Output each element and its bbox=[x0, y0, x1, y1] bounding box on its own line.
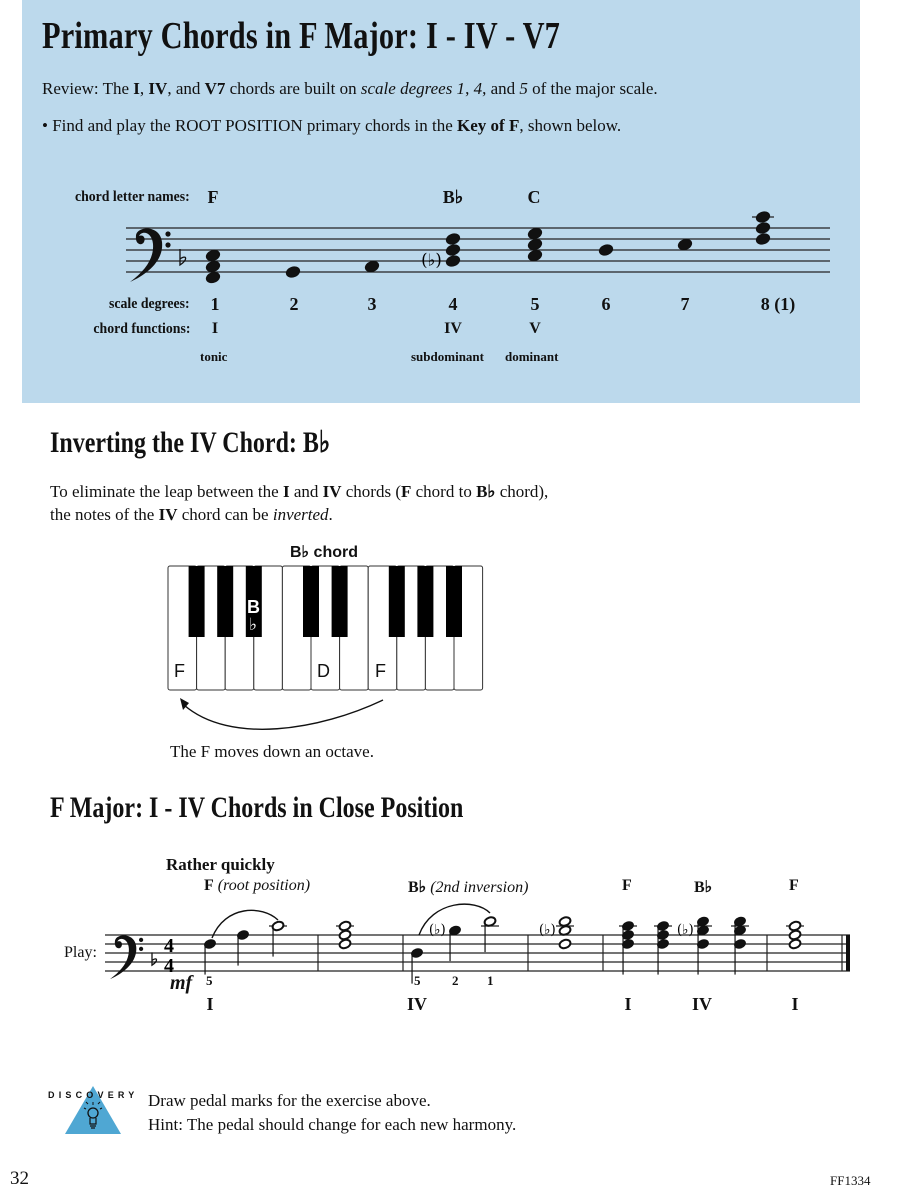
function-name-dominant: dominant bbox=[505, 349, 559, 364]
key-label-d: D bbox=[317, 661, 330, 681]
key-label-f-low: F bbox=[174, 661, 185, 681]
roman-numeral: I bbox=[624, 994, 632, 1014]
page-number: 32 bbox=[10, 1168, 29, 1189]
book-code: FF1334 bbox=[830, 1173, 871, 1188]
review-text: Review: The I, IV, and V7 chords are built on scale degrees 1, 4, and 5 of the major scale. bbox=[42, 79, 658, 98]
scale-degree: 3 bbox=[367, 294, 377, 314]
chord-name: C bbox=[527, 187, 541, 207]
key-label-flat-sign: ♭ bbox=[249, 615, 258, 634]
final-barline bbox=[846, 935, 850, 971]
inverting-paragraph-line2: the notes of the IV chord can be inverted. bbox=[50, 505, 333, 524]
chord-function: I bbox=[211, 320, 219, 337]
key-label-b-flat: B bbox=[247, 597, 260, 617]
chord-function: V bbox=[529, 320, 541, 337]
scale-degree: 7 bbox=[680, 294, 690, 314]
chord-function: IV bbox=[444, 320, 462, 337]
section-heading-close-position: F Major: I - IV Chords in Close Position bbox=[50, 791, 464, 824]
page-title: Primary Chords in F Major: I - IV - V7 bbox=[42, 15, 561, 57]
scale-degree: 8 (1) bbox=[760, 294, 796, 314]
roman-numeral: IV bbox=[406, 994, 427, 1014]
chord-label: B♭ bbox=[694, 879, 713, 896]
function-name-tonic: tonic bbox=[200, 349, 228, 364]
fingering: 1 bbox=[487, 973, 494, 988]
fingering: 5 bbox=[414, 973, 421, 988]
clef-dot bbox=[139, 947, 143, 951]
time-signature-bottom: 4 bbox=[164, 955, 174, 977]
cautionary-flat: (♭) bbox=[676, 922, 694, 939]
scale-degree: 2 bbox=[289, 294, 299, 314]
fingering: 5 bbox=[206, 973, 213, 988]
instruction-text: • Find and play the ROOT POSITION primary chords in the Key of F, shown below. bbox=[42, 116, 622, 135]
function-name-subdominant: subdominant bbox=[411, 349, 484, 364]
play-label: Play: bbox=[64, 944, 97, 961]
scale-degree: 5 bbox=[530, 294, 540, 314]
key-label-f-high: F bbox=[375, 661, 386, 681]
time-signature-top: 4 bbox=[164, 935, 174, 957]
chord-label: F (root position) bbox=[204, 877, 311, 894]
clef-body bbox=[110, 935, 136, 979]
scale-degree: 1 bbox=[210, 294, 220, 314]
tempo-marking: Rather quickly bbox=[166, 855, 275, 874]
cautionary-flat: (♭) bbox=[421, 250, 442, 270]
clef-dot bbox=[139, 938, 143, 942]
bass-clef-icon bbox=[110, 935, 143, 979]
chord-label: B♭ (2nd inversion) bbox=[408, 879, 529, 896]
chord-name: F bbox=[207, 187, 219, 207]
fingering: 2 bbox=[452, 973, 459, 988]
flat-icon bbox=[152, 952, 157, 965]
roman-numeral: I bbox=[791, 994, 799, 1014]
discovery-badge-label: DISCOVERY bbox=[48, 1090, 139, 1100]
dynamic-marking: mf bbox=[170, 972, 193, 994]
chord-label: F bbox=[622, 877, 632, 894]
discovery-line1: Draw pedal marks for the exercise above. bbox=[148, 1091, 431, 1110]
chord-name: B♭ bbox=[442, 187, 464, 207]
inverting-paragraph-line1: To eliminate the leap between the I and IV chords (F chord to B♭ chord), bbox=[50, 482, 549, 501]
label-chord-letter-names: chord letter names: bbox=[75, 189, 190, 205]
cautionary-flat: (♭) bbox=[428, 922, 446, 939]
keyboard-caption: The F moves down an octave. bbox=[170, 742, 374, 761]
roman-numeral: IV bbox=[691, 994, 712, 1014]
cautionary-flat: (♭) bbox=[538, 922, 556, 939]
note-C4 bbox=[788, 920, 801, 931]
roman-numeral: I bbox=[206, 994, 214, 1014]
discovery-line2: Hint: The pedal should change for each new harmony. bbox=[148, 1115, 517, 1134]
note-F3 bbox=[558, 938, 571, 949]
scale-degree: 6 bbox=[601, 294, 611, 314]
chord-label: F bbox=[789, 877, 799, 894]
label-chord-functions: chord functions: bbox=[92, 321, 190, 337]
keyboard-title: B♭ chord bbox=[290, 544, 358, 561]
note-C4 bbox=[338, 920, 351, 931]
section-heading-inverting: Inverting the IV Chord: B♭ bbox=[50, 426, 331, 459]
label-scale-degrees: scale degrees: bbox=[109, 296, 190, 312]
scale-degree: 4 bbox=[448, 294, 458, 314]
